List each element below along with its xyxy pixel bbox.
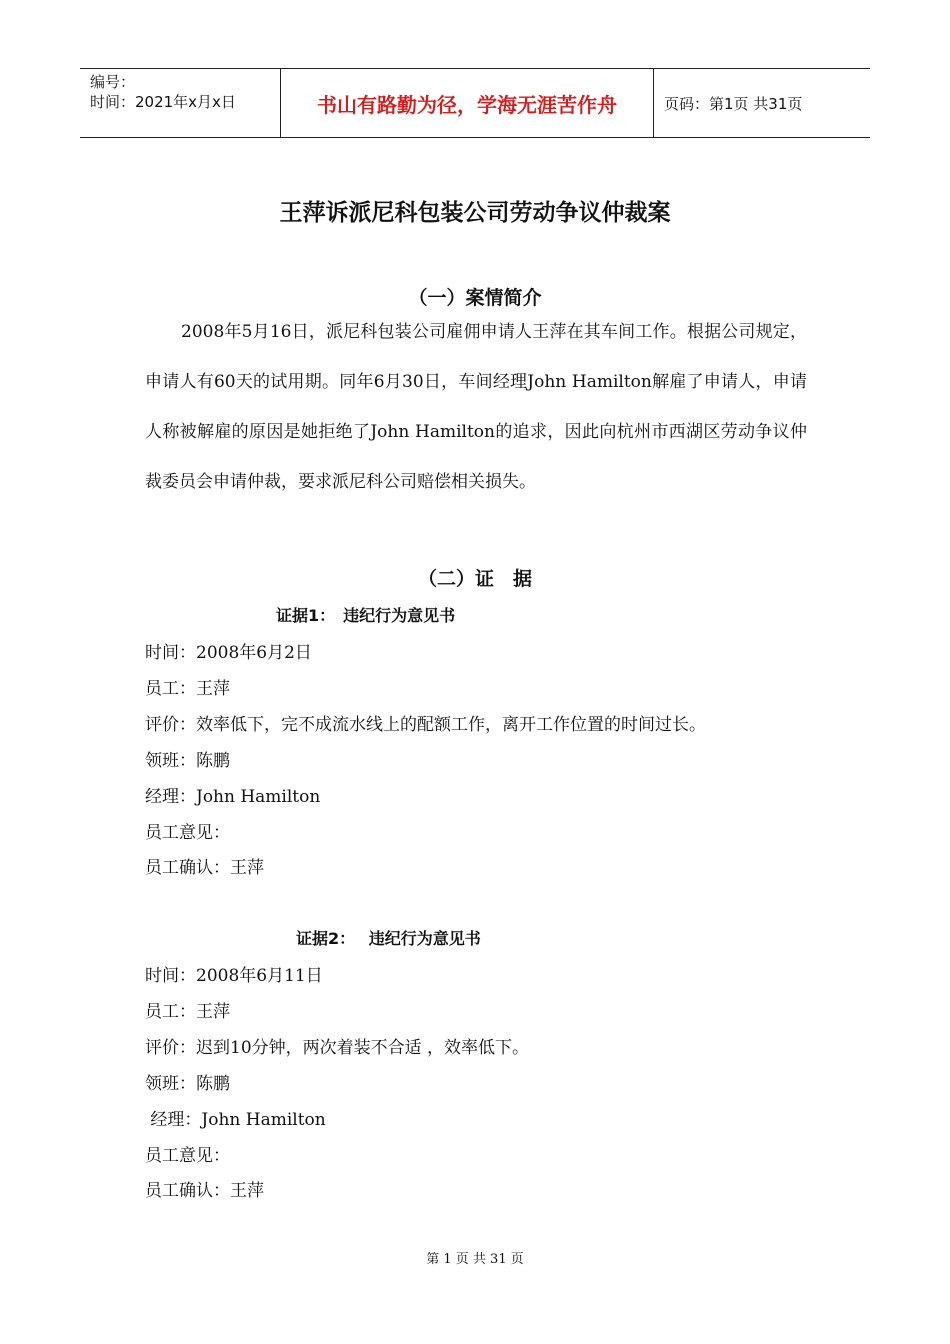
evidence-2-employee-opinion: 员工意见： — [145, 1146, 230, 1166]
evidence-1-employee-confirmation: 员工确认：王萍 — [145, 858, 264, 878]
document-title: 王萍诉派尼科包装公司劳动争议仲裁案 — [279, 200, 671, 226]
section-heading-evidence: （二）证 据 — [417, 568, 532, 590]
evidence-1-manager: 经理：John Hamilton — [145, 787, 321, 807]
evidence-1-foreman: 领班：陈鹏 — [145, 751, 230, 771]
header-page-number: 页码：第1页 共31页 — [664, 94, 803, 113]
evidence-2-employee: 员工：王萍 — [145, 1002, 230, 1022]
section-heading-case-summary: （一）案情简介 — [408, 287, 542, 309]
evidence-1-heading: 证据1： 违纪行为意见书 — [276, 606, 456, 625]
header-meta — [80, 69, 281, 137]
evidence-2-employee-confirmation: 员工确认：王萍 — [145, 1181, 264, 1201]
evidence-1-evaluation: 评价：效率低下，完不成流水线上的配额工作，离开工作位置的时间过长。 — [145, 715, 706, 735]
page-header — [80, 68, 870, 138]
evidence-1-employee-opinion: 员工意见： — [145, 823, 230, 843]
page-footer: 第 1 页 共 31 页 — [426, 1252, 524, 1267]
evidence-2-manager: 经理：John Hamilton — [145, 1110, 326, 1130]
document-date: 时间：2021年x月x日 — [90, 93, 236, 111]
evidence-2-heading: 证据2： 违纪行为意见书 — [296, 929, 481, 948]
document-number: 编号： — [90, 73, 136, 91]
case-summary-paragraph: 2008年5月16日，派尼科包装公司雇佣申请人王萍在其车间工作。根据公司规定，申请人有60天的试用期。同年6月30日，车间经理John Hamilton解雇了申请人，申请人称被解雇的原因是她拒绝了John Hamilton的追求，因此向杭州市西湖区劳动争议仲裁委员会申请仲裁，要求派尼科公司赔偿相关损失。 — [145, 322, 807, 492]
evidence-1-time: 时间：2008年6月2日 — [145, 643, 312, 663]
evidence-1-employee: 员工：王萍 — [145, 679, 230, 699]
evidence-2-time: 时间：2008年6月11日 — [145, 966, 323, 986]
evidence-2-foreman: 领班：陈鹏 — [145, 1074, 230, 1094]
header-motto: 书山有路勤为径，学海无涯苦作舟 — [281, 69, 654, 137]
evidence-2-evaluation: 评价：迟到10分钟，两次着装不合适 ，效率低下。 — [145, 1038, 530, 1058]
